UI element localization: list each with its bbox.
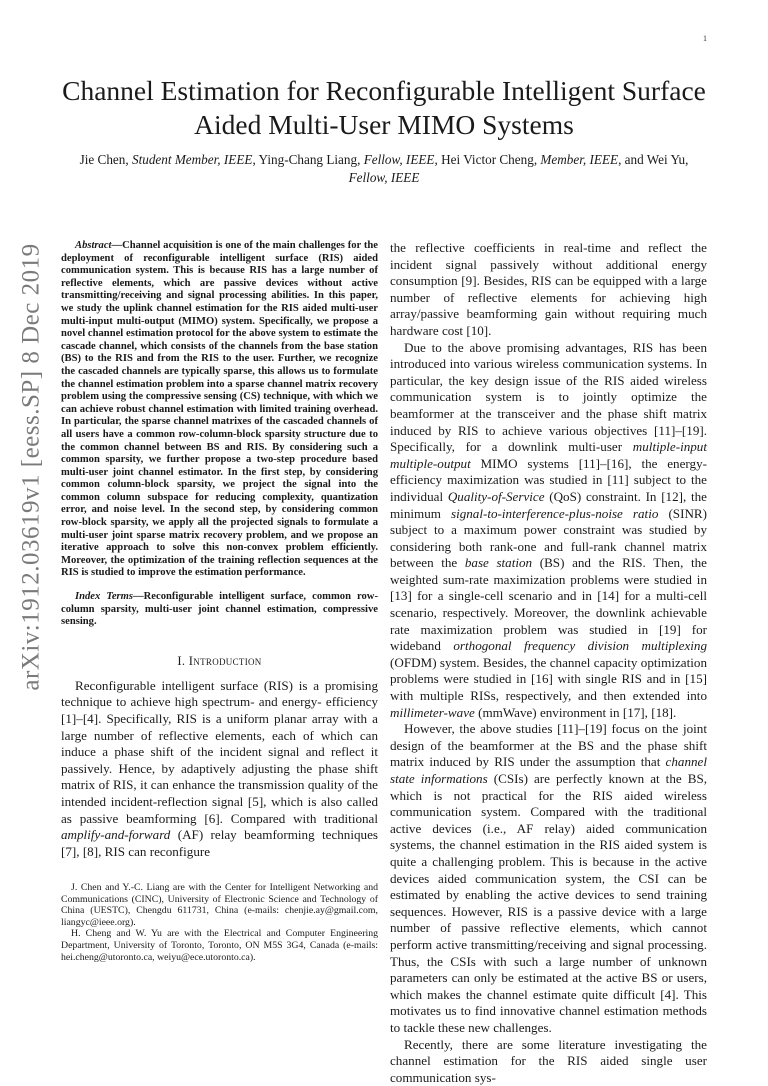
arxiv-stamp-text: arXiv:1912.03619v1 [eess.SP] 8 Dec 2019 [18,243,46,690]
section-heading-introduction [61,654,378,669]
left-column [61,240,378,860]
abstract [61,240,378,580]
p2-italic-bs: base station [465,555,532,570]
index-terms [61,591,378,629]
footnote-affiliation-1: J. Chen and Y.-C. Liang are with the Center for Intelligent Networking and Communications (CINC), University of Electronic Science and Technology of China (UESTC), Chengdu 611731, China (e-mails: chenjie.ay@gmail.com, liangyc@ieee.org). [61,882,378,928]
p2-text-d: (SINR) subject to a maximum power constraint was studied by considering both rank-one and full-rank channel matrix between the [390,506,707,571]
intro-paragraph [61,678,378,861]
p2-text-a: Due to the above promising advantages, RIS has been introduced into various wireless communication systems. In particular, the key design issue of the RIS aided wireless communication system is to jointly optimize the beamformer at the transceiver and the phase shift matrix induced by RIS to achieve various objectives [11]–[19]. Specifically, for a downlink multi-user [390,340,707,455]
author-4-name: , and Wei Yu, [618,152,688,167]
right-column [390,240,707,1086]
author-3-name: , Hei Victor Cheng, [435,152,541,167]
abstract-lead: Abstract [75,240,112,251]
right-paragraph-2 [390,340,707,722]
p3-text-a: However, the above studies [11]–[19] focus on the joint design of the beamformer at the BS and the phase shift matrix induced by RIS under the assumption that [390,721,707,769]
paper-title: Channel Estimation for Reconfigurable Intelligent Surface Aided Multi-User MIMO Systems [60,74,708,142]
index-terms-text: —Reconfigurable intelligent surface, common row-column sparsity, multi-user joint channel estimation, compressive sensing. [61,591,378,627]
p2-text-f: (OFDM) system. Besides, the channel capacity optimization problems were studied in [16] with single RIS and in [15] with multiple RISs, respectively, and then extended into [390,655,707,703]
p2-italic-ofdm: orthogonal frequency division multiplexing [453,638,707,653]
p2-text-b: MIMO systems [11]–[16], the energy-efficiency maximization was studied in [11] subject to the individual [390,456,707,504]
author-4-role: Fellow, IEEE [349,170,420,185]
section-number: I. [177,654,188,668]
intro-text-2: (AF) relay beamforming techniques [7], [8], RIS can reconfigure [61,827,378,859]
intro-text-1: Reconfigurable intelligent surface (RIS) is a promising technique to achieve high spectrum- and energy- efficiency [1]–[4]. Specifically, RIS is a uniform planar array with a large number of reflective elements, each of which can induce a phase shift of the incident signal and reflect it passively. Hence, by adaptively adjusting the phase shift matrix of RIS, it can enhance the transmission quality of the intended incident-reflection signal [5], which is also called as passive beamforming [6]. Compared with traditional [61,678,378,826]
p2-text-g: (mmWave) environment in [17], [18]. [475,705,676,720]
right-paragraph-4: Recently, there are some literature investigating the channel estimation for the RIS aided single user communication sys- [390,1037,707,1086]
author-2-role: Fellow, IEEE [364,152,435,167]
author-1-role: Student Member, IEEE [132,152,252,167]
p2-italic-sinr: signal-to-interference-plus-noise ratio [451,506,658,521]
author-1-name: Jie Chen, [80,152,132,167]
p2-italic-mmwave: millimeter-wave [390,705,475,720]
right-paragraph-1: the reflective coefficients in real-time and reflect the incident signal passively without additional energy consumption [9]. Besides, RIS can be equipped with a large number of reflective elements for achieving high array/passive beamforming gain without requiring much hardware cost [10]. [390,240,707,340]
intro-italic-term: amplify-and-forward [61,827,170,842]
section-title: Introduction [189,654,262,668]
author-2-name: , Ying-Chang Liang, [252,152,363,167]
author-3-role: Member, IEEE [540,152,618,167]
p2-text-e: (BS) and the RIS. Then, the weighted sum-rate maximization problems were studied in [13] for a single-cell scenario and in [14] for a multi-cell scenario, respectively. Moreover, the downlink achievable rate maximization problem was studied in [19] for wideband [390,555,707,653]
author-list [70,151,698,187]
footnotes [61,882,378,963]
right-paragraph-3 [390,721,707,1036]
p2-text-c: (QoS) constraint. In [12], the minimum [390,489,707,521]
p3-text-b: (CSIs) are perfectly known at the BS, which is not practical for the RIS aided wireless communication system. Compared with the traditional active devices (i.e., AF relay) aided communication systems, the channel estimation in the RIS aided system is quite a challenging problem. This is because in the active devices aided communication system, the CSI can be estimated by enabling the active devices to send training sequences. However, RIS is a passive device with a large number of passive reflective elements, which cannot perform active transmitting/receiving and signal processing. Thus, the CSIs with such a large number of unknown parameters can only be estimated at the active BS or users, which makes the channel estimate quite difficult [4]. This motivates us to find innovative channel estimation methods to tackle these new challenges. [390,771,707,1035]
p3-italic-csi: channel state informations [390,754,707,786]
p2-italic-qos: Quality-of-Service [448,489,545,504]
abstract-text: —Channel acquisition is one of the main challenges for the deployment of reconfigurable intelligent surface (RIS) aided communication system. This is because RIS has a large number of reflective elements, which are passive devices without active transmitting/receiving and signal processing abilities. In this paper, we study the uplink channel estimation for the RIS aided multi-user multi-input multi-output (MIMO) system. Specifically, we propose a novel channel estimation protocol for the above system to estimate the cascade channel, which consists of the channels from the base station (BS) to the RIS and from the RIS to the user. Further, we recognize the cascaded channels are typically sparse, this allows us to formulate the channel estimation problem into a sparse channel matrix recovery problem using the compressive sensing (CS) technique, with which we can achieve robust channel estimation with limited training overhead. In particular, the sparse channel matrixes of the cascaded channels of all users have a common row-column-block sparsity structure due to the common channel between BS and RIS. By considering such a common sparsity, we further propose a two-step procedure based multi-user joint channel estimator. In the first step, by considering common column-block sparsity, we project the signal into the common column subspace for reducing complexity, quantization error, and noise level. In the second step, by considering common row-block sparsity, we apply all the projected signals to formulate a multi-user joint sparse matrix recovery problem, and we propose an iterative approach to solve this non-convex problem efficiently. Moreover, the optimization of the training reflection sequences at the RIS is studied to improve the estimation performance. [61,240,378,578]
page-number: 1 [703,34,707,43]
p2-italic-mimo: multiple-input multiple-output [390,439,707,471]
arxiv-stamp [16,232,48,702]
footnote-affiliation-2: H. Cheng and W. Yu are with the Electrical and Computer Engineering Department, University of Toronto, Toronto, ON M5S 3G4, Canada (e-mails: hei.cheng@utoronto.ca, weiyu@ece.utoronto.ca). [61,928,378,963]
index-terms-lead: Index Terms [75,591,133,602]
